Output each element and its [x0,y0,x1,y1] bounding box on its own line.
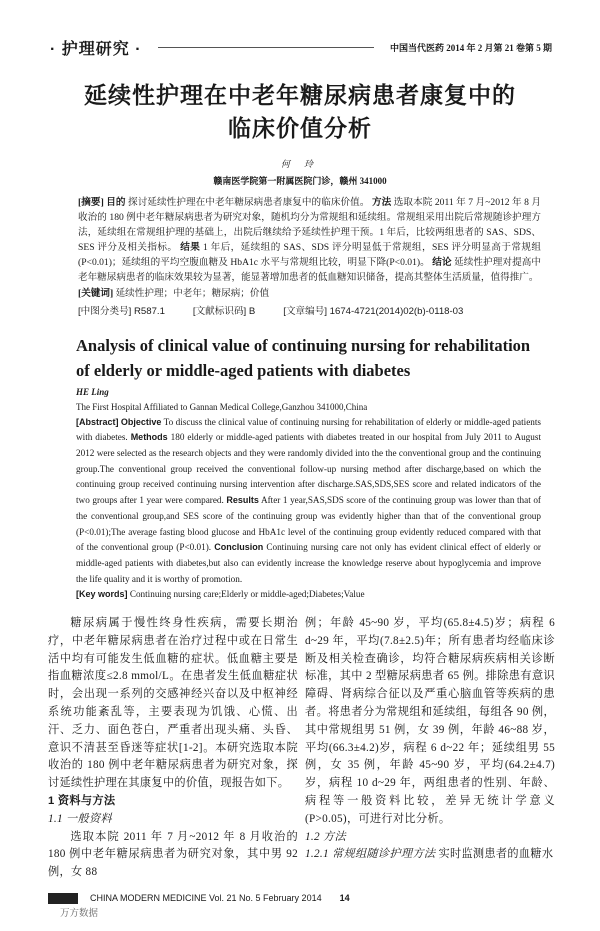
abstract-label: [摘要] [78,197,104,208]
doc-code: [文献标识码] B [192,305,256,317]
abstract-en [76,415,541,603]
clc-number: [中图分类号] R587.1 [78,305,165,317]
title-cn-line1: 延续性护理在中老年糖尿病患者康复中的 [84,82,516,108]
section-1-heading: 1 资料与方法 [48,795,116,808]
affiliation-en: The First Hospital Affiliated to Gannan Medical College,Ganzhou 341000,China [76,401,368,412]
methods-en-label: Methods [130,432,168,443]
intro-paragraph: 糖尿病属于慢性终身性疾病，需要长期治疗，中老年糖尿病患者在治疗过程中或在日常生活中均有可能发生低血糖的症状。低血糖主要是指血糖浓度≤2.8 mmol/L。在患者发生低血糖症状时，会出现一系列的交感神经兴奋以及中枢神经系统功能紊乱等，主要表现为饥饿、心慌、出汗、乏力、面色苍白，严重者出现头痛、头昏、意识不清甚至昏迷等症状[1-2]。本研究选取本院收治的 180 例中老年糖尿病患者为研究对象，探讨延续性护理在其康复中的价值，现报告如下。 [48,617,298,790]
body-right-column [305,615,555,882]
results-text: 1 年后，延续组的 SAS、SDS 评分明显低于常规组，SES 评分明显高于常规组(P<0.01)；延续组的平均空腹血糖及 HbA1c 水平与常规组比较，明显下降(P<0.01)。 [78,242,541,269]
page-header [50,36,552,59]
watermark: 万方数据 [60,909,99,920]
keywords-en-label: [Key words] [76,589,128,600]
conclusion-label: 结论 [432,257,452,269]
general-paragraph-2: 例；年龄 45~90 岁，平均(65.8±4.5)岁；病程 6 d~29 年，平均(7.8±2.5)年；所有患者均经临床诊断及相关检查确诊，均符合糖尿病疾病相关诊断标准，其中 2 型糖尿病患者 65 例。排除患有意识障碍、肾病综合征以及严重心脑血管等疾病的患者。将患者分为常规组和延续组，每组各 90 例，其中常规组男 51 例，女 39 例，年龄 46~88 岁，平均(66.3±4.2)岁，病程 6 d~22 年；延续组男 55 例，女 35 例，年龄 45~90 岁，平均(64.2±4.7)岁，病程 10 d~29 年，两组患者的性别、年龄、病程等一般资料比较，差异无统计学意义(P>0.05)，可进行对比分析。 [305,617,555,825]
keywords-en-text: Continuing nursing care;Elderly or middle-aged;Diabetes;Value [127,589,365,600]
body-columns [48,615,555,882]
author-cn: 何 玲 [280,159,320,169]
methods-text: 选取本院 2011 年 7 月~2012 年 8 月收治的 180 例中老年糖尿病患者为研究对象，随机均分为常规组和延续组。常规组采用出院后常规随诊护理方法，延续组在常规组护理的基础上，出院后继续给予延续性护理干预。1 年后，比较两组患者的 SAS、SDS、SES 评分及相关指标。 [78,197,542,254]
title-en: Analysis of clinical value of continuing nursing for rehabilitation of elderly or middle-aged patients with diabetes [76,335,531,380]
footer-journal: CHINA MODERN MEDICINE Vol. 21 No. 5 February 2014 [90,893,322,904]
footer-block [48,893,78,904]
header-rule [158,47,374,48]
objective-en-label: Objective [120,416,162,427]
objective-en-text: To discuss the clinical value of continuing nursing for rehabilitation of elderly or middle-aged patients with diabetes. [76,416,542,443]
article-number: [文章编号] 1674-4721(2014)02(b)-0118-03 [283,305,464,317]
section-1-2-heading: 1.2 方法 [305,830,346,843]
abstract-en-label: [Abstract] [76,416,119,427]
author-en: HE Ling [76,386,109,397]
title-cn-line2: 临床价值分析 [228,115,372,141]
keywords-text: 延续性护理；中老年；糖尿病；价值 [113,287,270,299]
general-paragraph-1: 选取本院 2011 年 7 月~2012 年 8 月收治的 180 例中老年糖尿病患者为研究对象，其中男 92 例，女 88 [48,830,298,879]
results-label: 结果 [180,242,201,254]
results-en-text: After 1 year,SAS,SDS score of the continuing group was lower than that of the conventional group,and SES score of the continuing group was evidently higher than that of the conventional group (P<0.01);The average fasting blood glucose and HbA1c level of the continuing group evidently reduced compared with that of the conventional group (P<0.01). [76,495,541,553]
objective-label: 目的 [106,197,126,208]
abstract-cn [78,195,541,301]
results-en-label: Results [226,495,259,506]
journal-header: 中国当代医药 2014 年 2 月第 21 卷第 5 期 [389,43,552,53]
methods-en-text: 180 elderly or middle-aged patients with diabetes treated in our hospital from July 2011 to August 2012 were selected as the research objects and they were randomly divided into the the conventional group and the continuing group.The conventional group received the conventional follow-up nursing method after discharge,based on which the continuing group received continuing nursing intervention after discharge.SAS,SDS,SES score and related indicators of the two groups after 1 year were compared. [76,432,541,506]
section-tag: · 护理研究 · [50,41,142,58]
conclusion-en-label: Conclusion [214,542,264,553]
section-1-2-1-text: 实时监测患者的血糖水 [435,848,554,861]
body-left-column [48,615,298,882]
classification-line [78,304,541,319]
objective-text: 探讨延续性护理在中老年糖尿病患者康复中的临床价值。 [125,197,370,208]
conclusion-en-text: Continuing nursing care not only has evident clinical effect of elderly or middle-aged patients with diabetes,but also can evidently increase the knowledge reserve about hypoglycemia and improve the life quality and it is worthy of promotion. [76,542,541,584]
section-1-1-heading: 1.1 一般资料 [48,812,112,825]
section-1-2-1-heading: 1.2.1 常规组随诊护理方法 [305,848,436,861]
methods-label: 方法 [371,197,392,208]
page-number: 14 [339,893,350,904]
conclusion-text: 延续性护理对提高中老年糖尿病患者的临床效果较为显著，能显著增加患者的低血糖知识储备，提高其整体生活质量，值得推广。 [78,257,541,284]
keywords-label: [关键词] [78,287,114,299]
affiliation-cn: 赣南医学院第一附属医院门诊，赣州 341000 [213,176,387,186]
title-cn [0,79,600,145]
footer [48,892,600,904]
